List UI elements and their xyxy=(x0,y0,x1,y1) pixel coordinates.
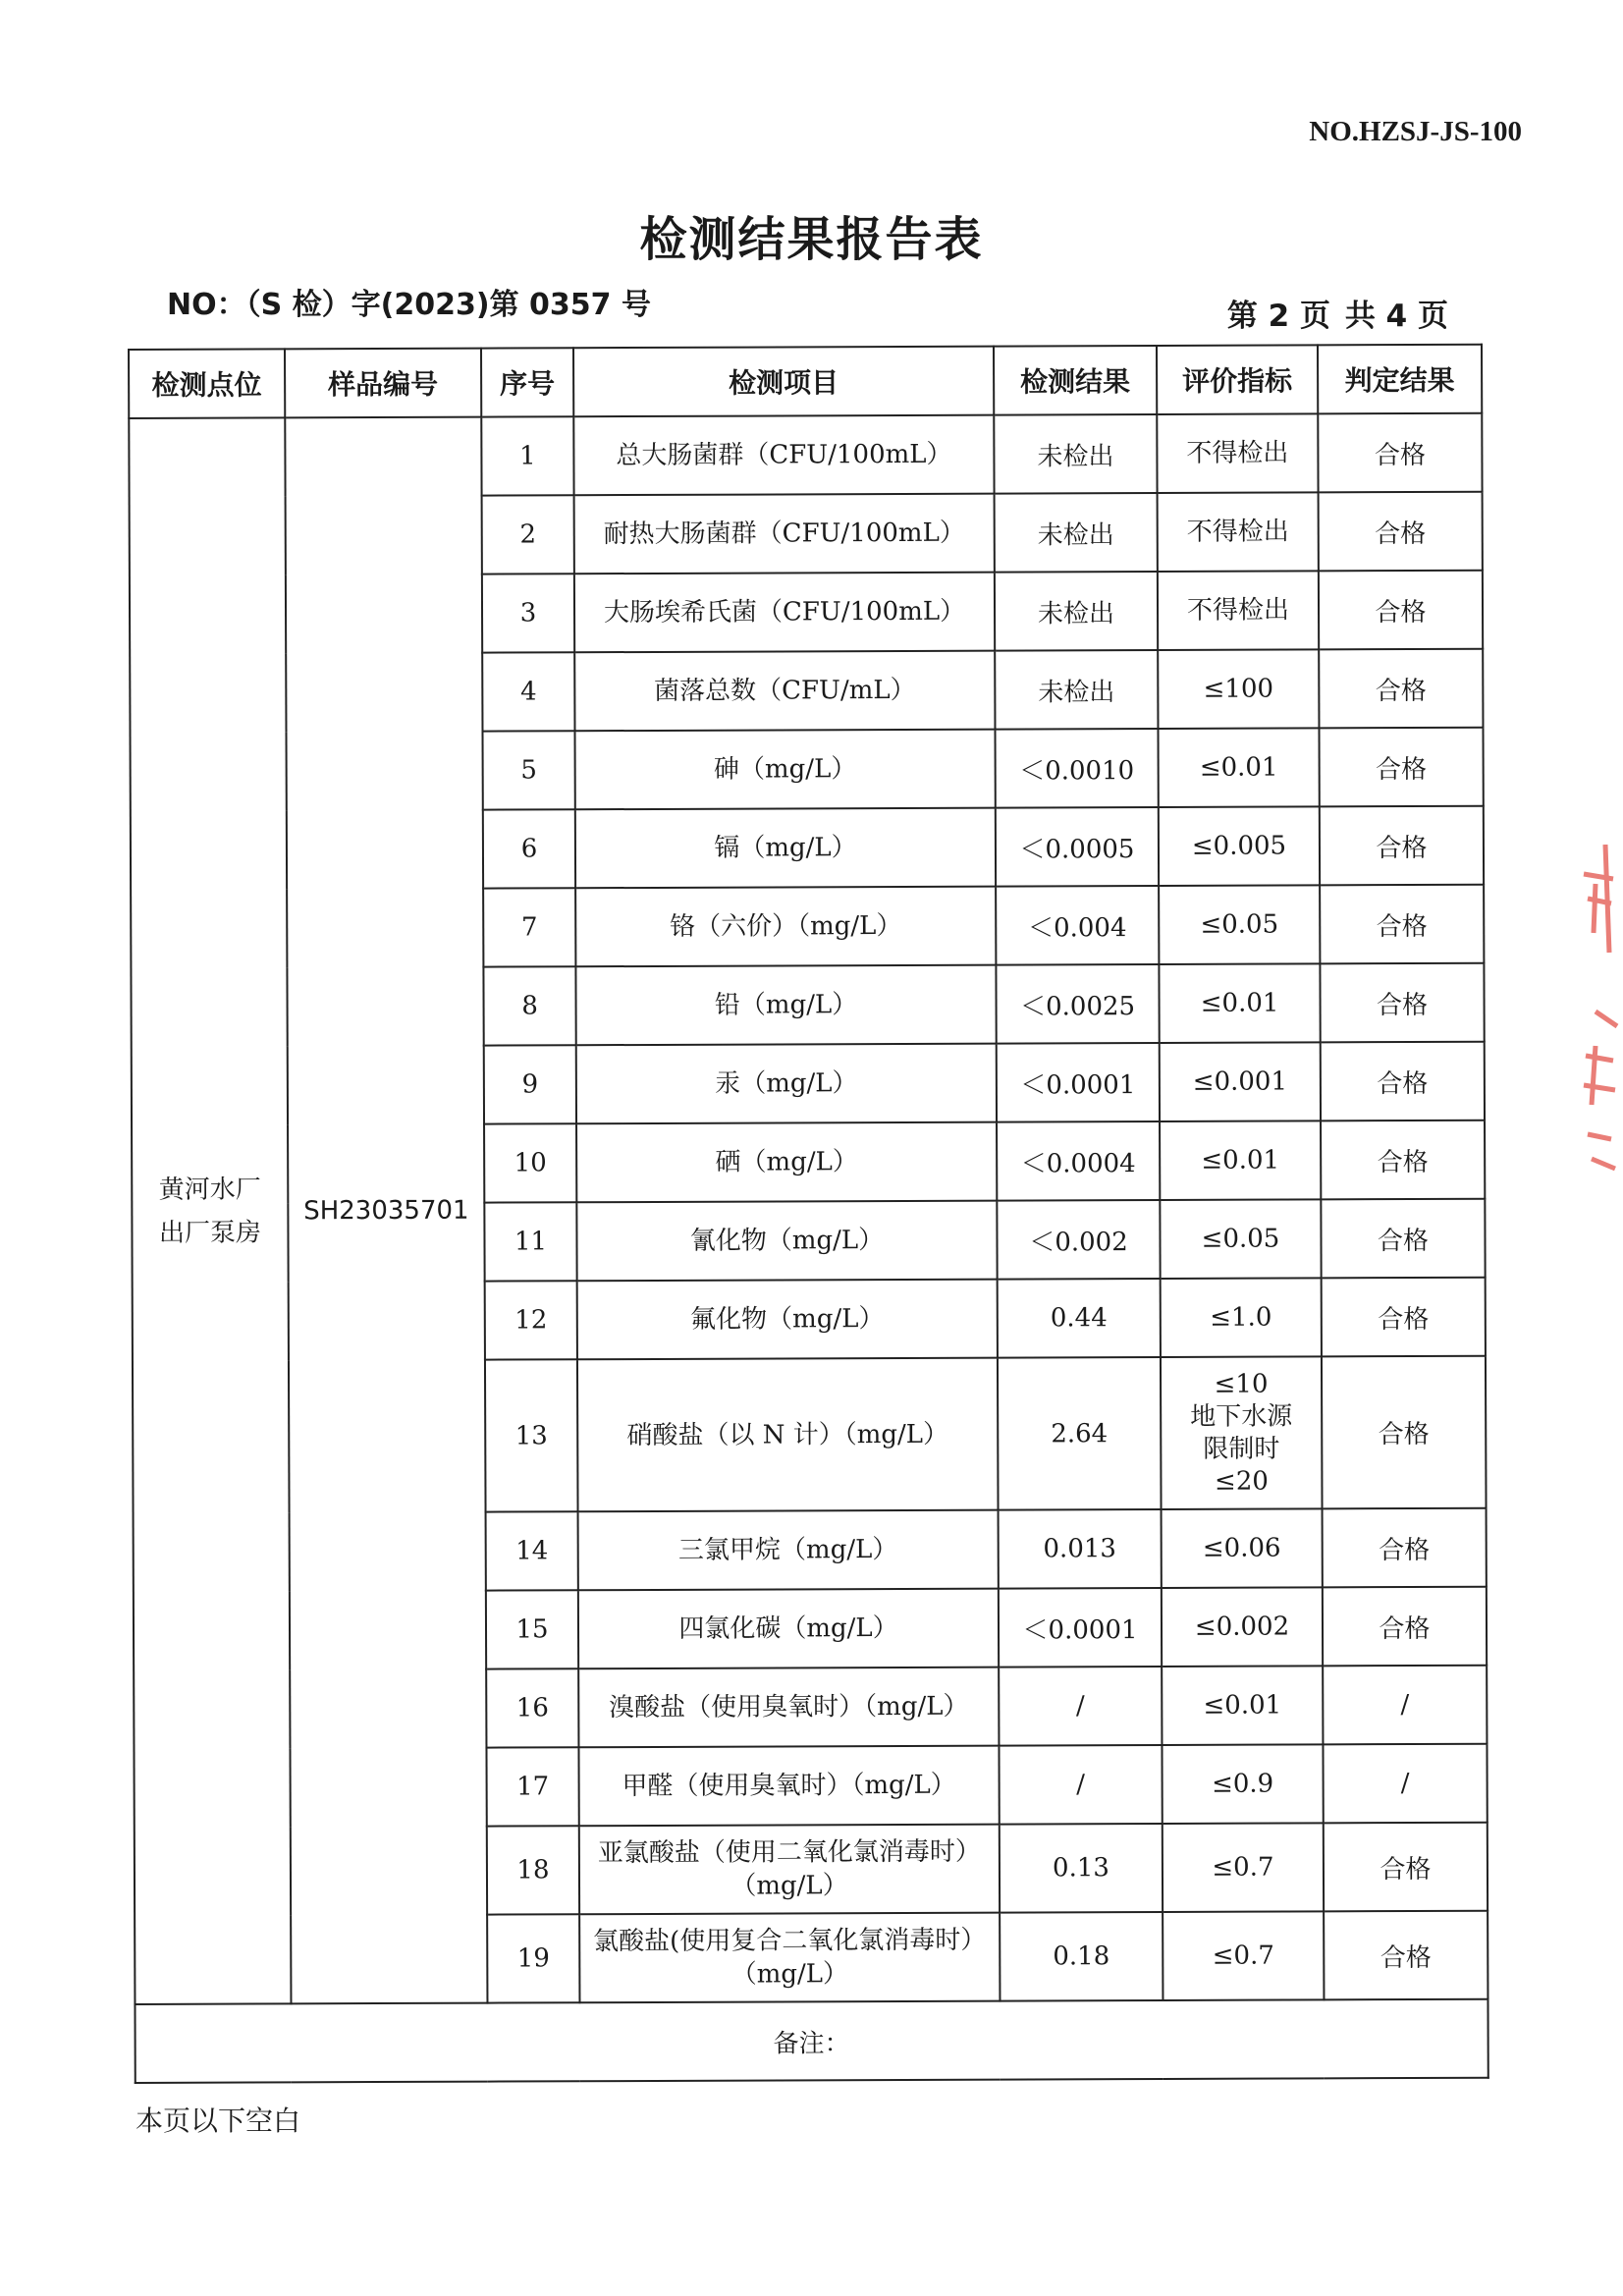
verdict-cell: 合格 xyxy=(1319,492,1483,572)
seq-cell: 13 xyxy=(485,1359,578,1511)
standard-line: ≤10 xyxy=(1214,1369,1269,1399)
col-header-result: 检测结果 xyxy=(994,346,1157,415)
page-total: 共 4 页 xyxy=(1344,299,1448,334)
verdict-cell: 合格 xyxy=(1323,1587,1487,1667)
seal-stroke xyxy=(1588,1134,1615,1169)
seal-stroke xyxy=(1584,1046,1615,1105)
col-header-location: 检测点位 xyxy=(129,349,285,418)
seq-cell: 3 xyxy=(482,574,574,652)
item-cell: 三氯甲烷（mg/L） xyxy=(578,1510,999,1591)
item-cell: 四氯化碳（mg/L） xyxy=(578,1589,999,1669)
seq-cell: 11 xyxy=(484,1202,576,1281)
result-cell: 未检出 xyxy=(995,572,1158,651)
page-indicator xyxy=(1159,291,1448,335)
seq-cell: 2 xyxy=(482,495,574,574)
result-cell: 未检出 xyxy=(994,414,1157,494)
standard-cell: 不得检出 xyxy=(1157,413,1318,493)
seq-cell: 1 xyxy=(481,416,573,495)
col-header-item: 检测项目 xyxy=(573,347,994,417)
standard-cell: ≤100 xyxy=(1158,649,1319,729)
partial-red-seal xyxy=(1566,845,1623,1188)
seq-cell: 19 xyxy=(487,1914,579,2002)
item-cell: 总大肠菌群（CFU/100mL） xyxy=(573,415,994,496)
seq-cell: 16 xyxy=(486,1668,578,1747)
item-cell: 氰化物（mg/L） xyxy=(576,1201,997,1282)
verdict-cell: 合格 xyxy=(1320,806,1484,886)
location-line: 黄河水厂 xyxy=(158,1174,261,1205)
result-cell: 未检出 xyxy=(995,650,1158,730)
result-cell: / xyxy=(999,1745,1162,1825)
item-cell: 铅（mg/L） xyxy=(575,965,996,1046)
report-number: NO：（S 检）字(2023)第 0357 号 xyxy=(167,288,651,322)
item-cell: 大肠埃希氏菌（CFU/100mL） xyxy=(574,573,995,653)
header-row xyxy=(129,345,1482,418)
result-cell: / xyxy=(999,1667,1162,1746)
item-cell: 耐热大肠菌群（CFU/100mL） xyxy=(574,494,995,574)
standard-cell: ≤0.01 xyxy=(1158,728,1319,807)
verdict-cell: / xyxy=(1323,1744,1487,1824)
result-cell: ＜0.0004 xyxy=(997,1121,1160,1201)
standard-cell: ≤0.01 xyxy=(1160,1121,1321,1200)
result-cell: ＜0.004 xyxy=(996,886,1159,965)
standard-cell: ≤0.7 xyxy=(1163,1823,1324,1912)
item-cell: 菌落总数（CFU/mL） xyxy=(574,651,995,732)
seq-cell: 8 xyxy=(483,966,575,1045)
remark-row xyxy=(135,1999,1488,2083)
verdict-cell: 合格 xyxy=(1319,571,1483,650)
standard-cell: ≤0.9 xyxy=(1162,1744,1323,1824)
seq-cell: 14 xyxy=(486,1511,578,1590)
result-cell: 0.13 xyxy=(1000,1824,1163,1913)
item-cell: 溴酸盐（使用臭氧时）（mg/L） xyxy=(578,1667,999,1748)
result-cell: ＜0.002 xyxy=(997,1200,1160,1280)
col-header-seq: 序号 xyxy=(481,348,573,416)
standard-line: ≤20 xyxy=(1214,1466,1269,1497)
seq-cell: 18 xyxy=(487,1826,579,1914)
document-title: 检测结果报告表 xyxy=(639,212,984,267)
standard-cell xyxy=(1161,1356,1323,1509)
standard-cell: ≤0.05 xyxy=(1159,885,1320,964)
standard-cell: ≤0.05 xyxy=(1160,1199,1321,1279)
seq-cell: 10 xyxy=(484,1123,576,1202)
verdict-cell: / xyxy=(1323,1666,1487,1745)
remark-cell: 备注： xyxy=(135,1999,1488,2083)
seq-cell: 17 xyxy=(486,1747,578,1826)
verdict-cell: 合格 xyxy=(1321,1042,1485,1121)
seq-cell: 7 xyxy=(483,888,575,966)
results-table xyxy=(128,344,1489,2084)
standard-cell: ≤1.0 xyxy=(1161,1278,1322,1357)
standard-cell: ≤0.005 xyxy=(1159,806,1320,886)
col-header-verdict: 判定结果 xyxy=(1318,345,1482,414)
standard-cell: ≤0.001 xyxy=(1160,1042,1321,1121)
col-header-standard: 评价指标 xyxy=(1157,345,1318,414)
item-cell: 氟化物（mg/L） xyxy=(577,1280,998,1360)
page-number: 第 2 页 xyxy=(1226,299,1331,334)
verdict-cell: 合格 xyxy=(1320,885,1484,964)
standard-cell: 不得检出 xyxy=(1158,492,1319,572)
item-cell: 硒（mg/L） xyxy=(576,1122,997,1203)
standard-cell: ≤0.01 xyxy=(1162,1666,1323,1745)
result-cell: ＜0.0010 xyxy=(995,729,1158,808)
result-cell: 0.013 xyxy=(999,1509,1162,1589)
seq-cell: 9 xyxy=(484,1045,576,1123)
standard-cell: 不得检出 xyxy=(1158,571,1319,650)
standard-cell: ≤0.01 xyxy=(1159,963,1320,1043)
result-cell: ＜0.0025 xyxy=(996,964,1159,1044)
item-cell: 硝酸盐（以 N 计）（mg/L） xyxy=(577,1358,999,1512)
verdict-cell: 合格 xyxy=(1318,413,1482,493)
verdict-cell: 合格 xyxy=(1323,1508,1487,1588)
standard-line: 限制时 xyxy=(1203,1434,1280,1464)
table-row xyxy=(129,413,1482,497)
location-cell xyxy=(129,417,291,2004)
item-cell: 氯酸盐(使用复合二氧化氯消毒时）（mg/L） xyxy=(579,1913,1000,2003)
result-cell: 0.44 xyxy=(998,1279,1161,1358)
document-code: NO.HZSJ-JS-100 xyxy=(1309,116,1522,147)
item-cell: 砷（mg/L） xyxy=(574,730,995,810)
verdict-cell: 合格 xyxy=(1320,963,1484,1043)
col-header-sample-id: 样品编号 xyxy=(285,349,481,418)
result-cell: ＜0.0001 xyxy=(999,1588,1162,1667)
location-line: 出厂泵房 xyxy=(158,1217,262,1248)
standard-cell: ≤0.06 xyxy=(1162,1508,1323,1588)
blank-below-note: 本页以下空白 xyxy=(135,2105,301,2137)
verdict-cell: 合格 xyxy=(1321,1121,1485,1200)
standard-cell: ≤0.7 xyxy=(1163,1911,1324,2000)
seq-cell: 6 xyxy=(483,809,575,888)
item-cell: 甲醛（使用臭氧时）（mg/L） xyxy=(578,1746,999,1827)
result-cell: 0.18 xyxy=(1000,1912,1163,2001)
item-cell: 镉（mg/L） xyxy=(575,808,996,889)
item-cell: 亚氯酸盐（使用二氧化氯消毒时）（mg/L） xyxy=(579,1825,1000,1915)
standard-line: 地下水源 xyxy=(1190,1400,1293,1432)
result-cell: ＜0.0005 xyxy=(996,807,1159,887)
seal-stroke xyxy=(1596,1011,1617,1026)
verdict-cell: 合格 xyxy=(1319,728,1483,807)
sample-id-cell: SH23035701 xyxy=(285,417,487,2004)
item-cell: 铬（六价）（mg/L） xyxy=(575,887,996,967)
verdict-cell: 合格 xyxy=(1322,1356,1487,1509)
seq-cell: 15 xyxy=(486,1590,578,1668)
verdict-cell: 合格 xyxy=(1322,1278,1486,1357)
seq-cell: 4 xyxy=(482,652,574,731)
seq-cell: 12 xyxy=(485,1281,577,1359)
item-cell: 汞（mg/L） xyxy=(576,1044,997,1124)
seq-cell: 5 xyxy=(482,731,574,809)
verdict-cell: 合格 xyxy=(1321,1199,1485,1279)
result-cell: 未检出 xyxy=(995,493,1158,573)
verdict-cell: 合格 xyxy=(1319,649,1483,729)
standard-cell: ≤0.002 xyxy=(1162,1587,1323,1667)
seal-stroke xyxy=(1605,845,1609,953)
verdict-cell: 合格 xyxy=(1324,1823,1488,1912)
result-cell: 2.64 xyxy=(998,1357,1162,1510)
verdict-cell: 合格 xyxy=(1324,1911,1488,2000)
result-cell: ＜0.0001 xyxy=(997,1043,1160,1122)
